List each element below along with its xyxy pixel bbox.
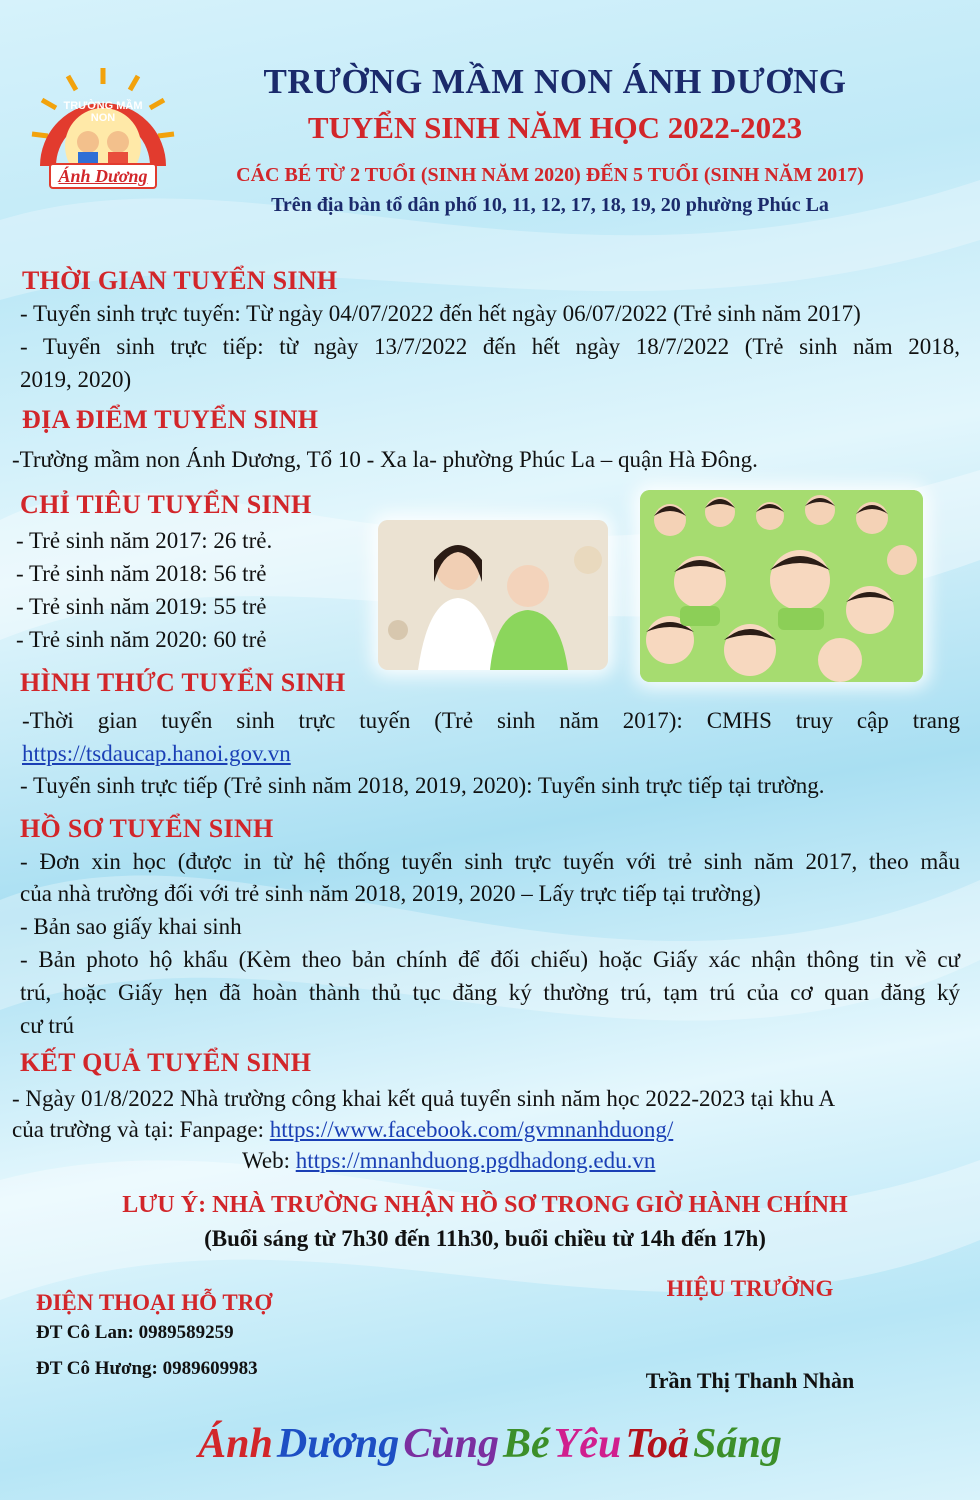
logo-ring-text: TRƯỜNG MẦM NON [63, 100, 143, 124]
documents-line: - Đơn xin học (được in từ hệ thống tuyển sinh trực tuyến với trẻ sinh năm 2017, theo mẫu [20, 849, 960, 874]
time-line-1: - Tuyển sinh trực tuyến: Từ ngày 04/07/2022 đến hết ngày 06/07/2022 (Trẻ sinh năm 2017) [20, 301, 861, 326]
school-logo [28, 66, 178, 196]
support-phone-2: ĐT Cô Hương: 0989609983 [36, 1358, 258, 1379]
support-phone-1: ĐT Cô Lan: 0989589259 [36, 1322, 234, 1343]
principal-name: Trần Thị Thanh Nhàn [645, 1368, 855, 1393]
documents-line: - Bản sao giấy khai sinh [20, 914, 242, 939]
slogan-word: Sáng [693, 1421, 782, 1467]
enroll-title: TUYỂN SINH NĂM HỌC 2022-2023 [307, 110, 803, 145]
note-title: LƯU Ý: NHÀ TRƯỜNG NHẬN HỒ SƠ TRONG GIỜ HÀNH CHÍNH [122, 1192, 848, 1218]
method-line-1: -Thời gian tuyển sinh trực tuyến (Trẻ sinh năm 2017): CMHS truy cập trang [22, 708, 960, 733]
documents-line: - Bản photo hộ khẩu (Kèm theo bản chính để đối chiếu) hoặc Giấy xác nhận thông tin về cư [20, 947, 960, 972]
teacher-child-photo [378, 520, 608, 670]
time-heading: THỜI GIAN TUYỂN SINH [22, 266, 338, 295]
children-group-photo [640, 490, 923, 682]
results-line-1: - Ngày 01/8/2022 Nhà trường công khai kết quả tuyển sinh năm học 2022-2023 tại khu A [12, 1086, 836, 1111]
slogan-word: Dương [276, 1421, 400, 1467]
quota-item: - Trẻ sinh năm 2018: 56 trẻ [16, 561, 267, 586]
method-heading: HÌNH THỨC TUYỂN SINH [20, 668, 346, 697]
note-hours: (Buổi sáng từ 7h30 đến 11h30, buổi chiều từ 14h đến 17h) [204, 1226, 766, 1251]
results-heading: KẾT QUẢ TUYỂN SINH [20, 1048, 312, 1077]
web-label: Web: [242, 1148, 296, 1173]
time-line-2: - Tuyển sinh trực tiếp: từ ngày 13/7/2022 đến hết ngày 18/7/2022 (Trẻ sinh năm 2018, [20, 334, 960, 359]
location-line: -Trường mầm non Ánh Dương, Tổ 10 - Xa la- phường Phúc La – quận Hà Đông. [12, 447, 758, 472]
slogan [0, 1420, 980, 1468]
fanpage-link[interactable]: https://www.facebook.com/gvmnanhduong/ [269, 1117, 674, 1142]
logo-name: Ánh Dương [58, 166, 148, 186]
slogan-word: Bé [503, 1421, 550, 1467]
principal-title: HIỆU TRƯỞNG [666, 1276, 834, 1301]
fanpage-label: của trường và tại: Fanpage: [12, 1117, 270, 1142]
slogan-word: Ánh [198, 1421, 273, 1467]
slogan-word: Toả [625, 1421, 690, 1467]
results-line-2 [12, 1114, 673, 1147]
quota-heading: CHỈ TIÊU TUYỂN SINH [20, 490, 312, 519]
web-link[interactable]: https://mnanhduong.pgdhadong.edu.vn [295, 1148, 656, 1173]
location-heading: ĐỊA ĐIỂM TUYỂN SINH [22, 405, 319, 434]
time-line-3: 2019, 2020) [20, 367, 132, 392]
documents-line: của nhà trường đối với trẻ sinh năm 2018, 2019, 2020 – Lấy trực tiếp tại trường) [20, 881, 761, 906]
school-name: TRƯỜNG MẦM NON ÁNH DƯƠNG [263, 62, 847, 101]
quota-item: - Trẻ sinh năm 2017: 26 trẻ. [16, 528, 273, 553]
quota-item: - Trẻ sinh năm 2020: 60 trẻ [16, 627, 267, 652]
slogan-word: Cùng [403, 1421, 499, 1467]
support-heading: ĐIỆN THOẠI HỖ TRỢ [36, 1290, 273, 1315]
slogan-word: Yêu [553, 1421, 622, 1467]
area-line: Trên địa bàn tổ dân phố 10, 11, 12, 17, 18, 19, 20 phường Phúc La [271, 194, 829, 216]
results-line-3 [242, 1145, 655, 1178]
documents-line: cư trú [20, 1013, 74, 1038]
age-range: CÁC BÉ TỪ 2 TUỔI (SINH NĂM 2020) ĐẾN 5 TUỔI (SINH NĂM 2017) [236, 164, 864, 186]
tsdaucap-link[interactable]: https://tsdaucap.hanoi.gov.vn [22, 741, 291, 766]
documents-heading: HỒ SƠ TUYỂN SINH [20, 814, 274, 843]
method-line-2: - Tuyển sinh trực tiếp (Trẻ sinh năm 2018, 2019, 2020): Tuyển sinh trực tiếp tại trường. [20, 773, 825, 798]
documents-line: trú, hoặc Giấy hẹn đã hoàn thành thủ tục đăng ký thường trú, tạm trú của cơ quan đăng ký [20, 980, 960, 1005]
quota-item: - Trẻ sinh năm 2019: 55 trẻ [16, 594, 267, 619]
